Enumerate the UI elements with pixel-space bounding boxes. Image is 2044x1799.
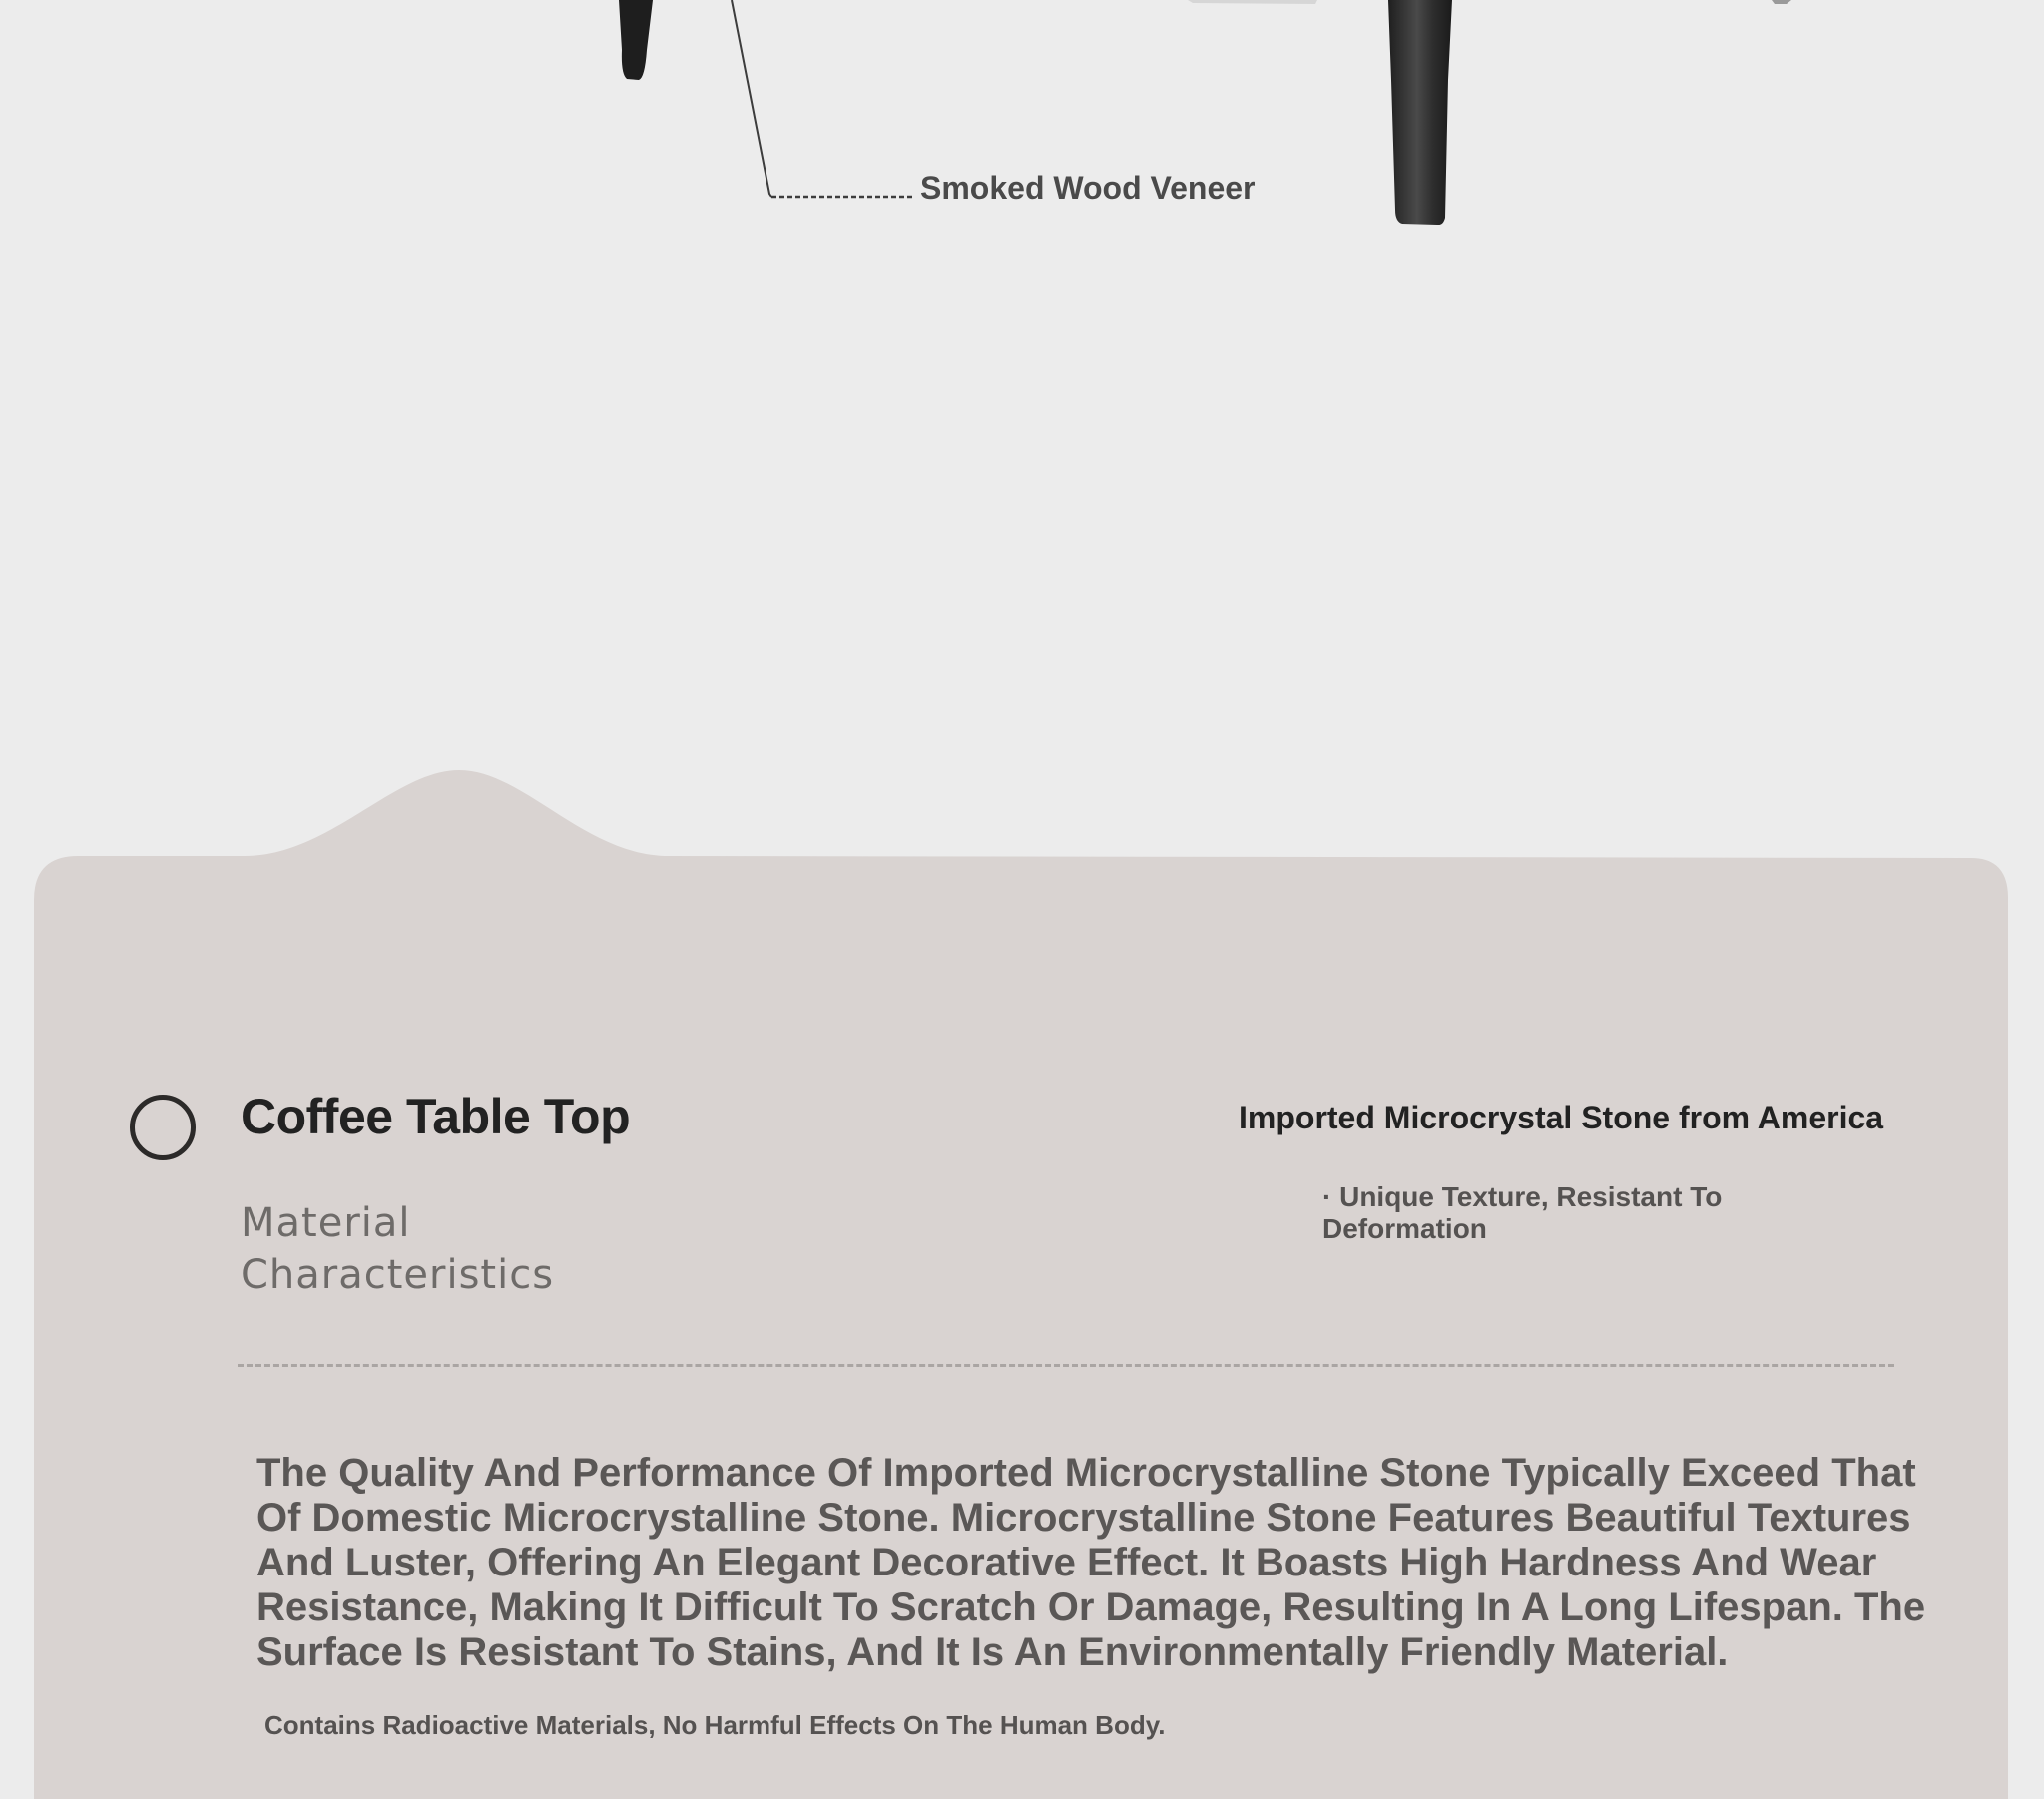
card-footnote: Contains Radioactive Materials, No Harmful Effects On The Human Body. — [264, 1710, 1166, 1740]
material-feature: · Unique Texture, Resistant To Deformation — [1322, 1181, 1723, 1244]
callout-label-smoked-wood-veneer: Smoked Wood Veneer — [920, 170, 1256, 206]
card-title: Coffee Table Top — [241, 1089, 631, 1144]
material-name: Imported Microcrystal Stone from America — [1239, 1100, 1884, 1135]
card-description: The Quality And Performance Of Imported Microcrystalline Stone Typically Exceed That Of Domestic Microcrystalline Stone. Microcrystalline Stone Features Beautiful Textures And Luster, Offering An Elegant Decorative Effect. It Boasts High Hardness And Wear Resistance, Making It Difficult To Scratch Or Damage, Resulting In A Long Lifespan. The Surface Is Resistant To Stains, And It Is An Environmentally Friendly Material. — [256, 1451, 1926, 1674]
card-subtitle: Material Characteristics — [241, 1200, 555, 1298]
card-divider — [238, 1364, 1894, 1367]
section-bullet-circle-icon — [130, 1095, 196, 1160]
